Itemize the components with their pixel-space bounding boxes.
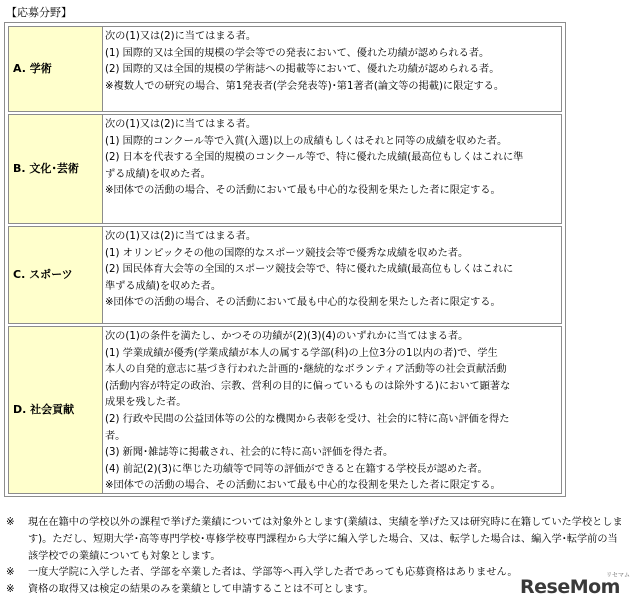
criteria-line: 次の(1)又は(2)に当てはまる者。 (105, 31, 257, 42)
table-row-sports (8, 226, 562, 324)
criteria-line: (2) 国際的又は全国的規模の学術誌への掲載等において、優れた功績が認められる者。 (105, 64, 500, 76)
table-row-culture-arts (8, 114, 562, 224)
criteria-line: (2) 国民体育大会等の全国的スポーツ競技会等で、特に優れた成績(最高位もしくはこれに (105, 264, 514, 276)
criteria-line: (1) 学業成績が優秀(学業成績が本人の属する学部(科)の上位3分の1以内の者)で、学生 (105, 347, 498, 359)
criteria-line: ※団体での活動の場合、その活動において最も中心的な役割を果たした者に限定する。 (105, 480, 501, 492)
criteria-line: (1) 国際的又は全国的規模の学会等での発表において、優れた功績が認められる者。 (105, 47, 490, 59)
category-label-social-contribution: D. 社会貢献 (9, 327, 103, 493)
criteria-line: 本人の自発的意志に基づき行われた計画的･継続的なボランティア活動等の社会貢献活動 (105, 364, 507, 376)
category-criteria-culture-arts (105, 117, 559, 200)
note-text: 現在在籍中の学校以外の課程で挙げた業績については対象外とします(業績は、実績を挙げた又は研究時に在籍していた学校とします)。ただし、短期大学･高等専門学校･専修学校専門課程から大学に編入学した場合、又は、転学した場合は、編入学･転学前の当該学校での業績についても対象とします。 (28, 517, 623, 562)
category-criteria-social-contribution (105, 329, 559, 495)
category-label-academic: A. 学術 (9, 27, 103, 111)
criteria-line: ※複数人での研究の場合、第1発表者(学会発表等)･第1著者(論文等の掲載)に限定する。 (105, 80, 505, 92)
logo-tagline: リセマム (606, 572, 630, 579)
criteria-line: 者。 (105, 430, 126, 442)
resemom-logo (520, 570, 634, 604)
criteria-line: (活動内容が特定の政治、宗教、営利の目的に偏っているものは除外する)において顕著な (105, 380, 511, 392)
footnote (6, 515, 626, 565)
criteria-line: (3) 新聞･雑誌等に掲載され、社会的に特に高い評価を得た者。 (105, 447, 394, 459)
note-mark: ※ (6, 567, 15, 579)
criteria-line: (2) 行政や民間の公益団体等の公的な機関から表彰を受け、社会的に特に高い評価を得た (105, 413, 510, 425)
criteria-line: 次の(1)又は(2)に当てはまる者。 (105, 119, 257, 130)
note-mark: ※ (6, 517, 15, 528)
table-row-social-contribution (8, 326, 562, 494)
logo-brand: ReseMom (520, 576, 620, 598)
note-text: 一度大学院に入学した者、学部を卒業した者は、学部等へ再入学した者であっても応募資格はありません。 (28, 567, 518, 579)
criteria-line: (4) 前記(2)(3)に準じた功績等で同等の評価ができると在籍する学校長が認めた者。 (105, 463, 488, 475)
note-text: 資格の取得又は検定の結果のみを業績として申請することは不可とします。 (28, 584, 374, 596)
criteria-line: ※団体での活動の場合、その活動において最も中心的な役割を果たした者に限定する。 (105, 185, 501, 197)
criteria-line: 準ずる成績)を収めた者。 (105, 280, 222, 292)
category-label-culture-arts: B. 文化･芸術 (9, 115, 103, 223)
section-heading: 【応募分野】 (6, 6, 72, 19)
criteria-line: 成果を残した者。 (105, 397, 187, 409)
criteria-line: (1) 国際的コンクール等で入賞(入選)以上の成績もしくはそれと同等の成績を収めた者。 (105, 135, 508, 147)
criteria-line: 次の(1)又は(2)に当てはまる者。 (105, 231, 257, 242)
criteria-line: ※団体での活動の場合、その活動において最も中心的な役割を果たした者に限定する。 (105, 297, 501, 309)
table-row-academic (8, 26, 562, 112)
criteria-line: ずる成績)を収めた者。 (105, 168, 211, 180)
criteria-line: (1) オリンピックその他の国際的なスポーツ競技会等で優秀な成績を収めた者。 (105, 247, 469, 259)
criteria-line: (2) 日本を代表する全国的規模のコンクール等で、特に優れた成績(最高位もしくはこれに準 (105, 152, 524, 164)
category-criteria-sports (105, 229, 559, 312)
category-criteria-academic (105, 29, 559, 95)
category-label-sports: C. スポーツ (9, 227, 103, 323)
criteria-line: 次の(1)の条件を満たし、かつその功績が(2)(3)(4)のいずれかに当てはまる者。 (105, 331, 469, 342)
note-mark: ※ (6, 584, 15, 596)
criteria-table (4, 22, 566, 497)
